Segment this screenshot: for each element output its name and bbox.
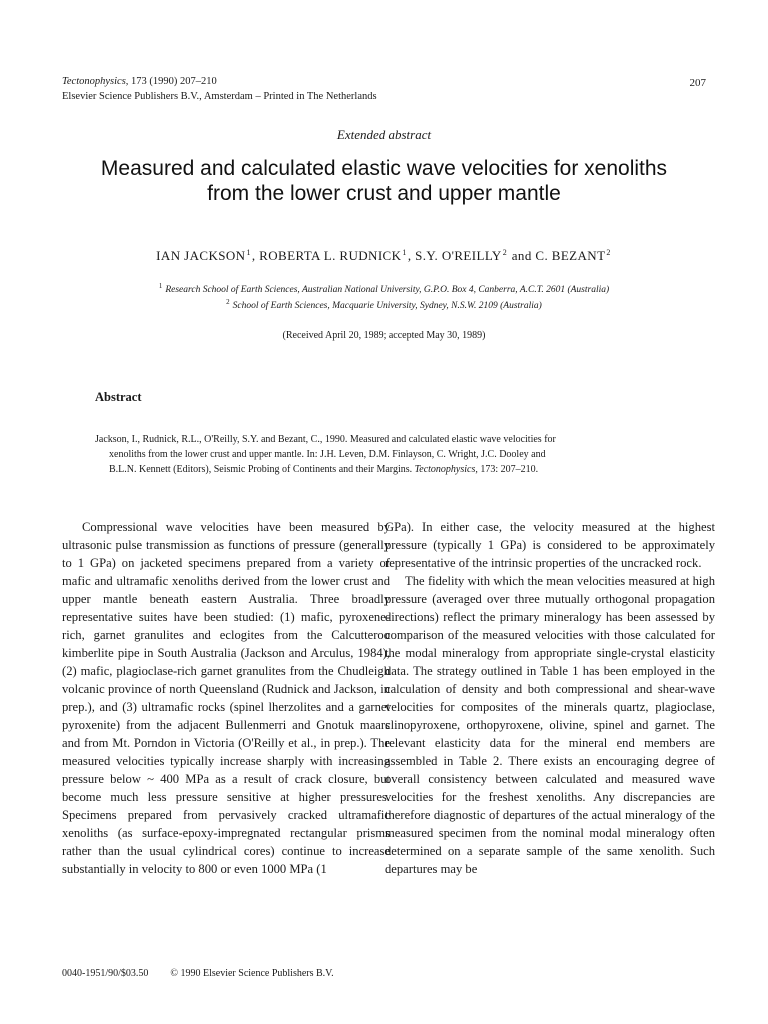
body-paragraph: Compressional wave velocities have been measured by ultrasonic pulse transmission as functions of pressure (generally to 1 GPa) on jacketed specimens prepared from a variety of mafic and ultramafic xenoliths derived from the lower crust and upper mantle beneath eastern Australia. Three broadly representative suites have been studied: (1) mafic, pyroxene-rich, garnet granulites and eclogites from the Calcutteroo kimberlite pipe in South Australia (Jackson and Arculus, 1984), (2) mafic, plagioclase-rich garnet granulites from the Chudleigh volcanic province of north Queensland (Rudnick and Jackson, in prep.), and (3) ultramafic rocks (spinel lherzolites and a garnet pyroxenite) from the adjacent Bullenmerri and Gnotuk maars and from Mt. Porndon in Victoria (O'Reilly et al., in prep.). The measured velocities typically increase sharply with increasing pressure below ~ 400 MPa as a result of crack closure, but become much less pressure sensitive at higher pressures. Specimens prepared from pervasively cracked ultramafic xenoliths (as surface-epoxy-impregnated rectangular prisms rather than the usual cylindrical cores) continue to increase substantially in velocity to 800 or even 1000 MPa (1 — [62, 520, 390, 876]
body-paragraph: GPa). In either case, the velocity measured at the highest pressure (typically 1 GPa) is considered to be approximately representative of the intrinsic properties of the uncracked rock. — [385, 520, 715, 570]
journal-volume: 173 (1990) 207–210 — [131, 76, 217, 87]
affiliation-mark: 2 — [226, 298, 230, 306]
affiliation-text: Research School of Earth Sciences, Australian National University, G.P.O. Box 4, Canberra, A.C.T. 2601 (Australia) — [165, 285, 610, 295]
page-footer — [62, 968, 356, 979]
affiliation-2 — [0, 298, 768, 311]
journal-name: Tectonophysics, — [62, 76, 129, 87]
section-label: Extended abstract — [336, 127, 432, 142]
author-affil-mark: 1 — [246, 248, 251, 257]
copyright-notice: © 1990 Elsevier Science Publishers B.V. — [170, 968, 334, 979]
author-separator: and — [508, 248, 536, 263]
body-paragraph: The fidelity with which the mean velocities measured at high pressure (averaged over three mutually orthogonal propagation directions) reflect the primary mineralogy has been assessed by comparison of the measured velocities with those calculated for the modal mineralogy from appropriate single-crystal elasticity data. The strategy outlined in Table 1 has been employed in the calculation of density and both compressional and shear-wave velocities for composites of the minerals quartz, plagioclase, clinopyroxene, orthopyroxene, olivine, spinel and garnet. The relevant elasticity data for the mineral end members are assembled in Table 2. There exists an encouraging degree of overall consistency between calculated and measured wave velocities for the freshest xenoliths. Any discrepancies are therefore diagnostic of departures of the actual mineralogy of the measured specimen from the nominal modal mineralogy often determined on a separate sample of the same xenolith. Such departures may be — [385, 574, 715, 876]
affiliation-1 — [0, 282, 768, 295]
author-name: S.Y. O'REILLY — [415, 248, 502, 263]
citation-block — [95, 432, 681, 477]
abstract-heading: Abstract — [95, 390, 142, 404]
author-separator: , — [407, 248, 416, 263]
author-name: C. BEZANT — [535, 248, 606, 263]
received-dates: (Received April 20, 1989; accepted May 30, 1989) — [282, 330, 486, 341]
page-number: 207 — [689, 77, 706, 89]
issn-code: 0040-1951/90/$03.50 — [62, 968, 149, 979]
citation-editors: B.L.N. Kennett (Editors), Seismic Probing of Continents and their Margins. — [109, 464, 413, 475]
citation-line-2: xenoliths from the lower crust and upper mantle. In: J.H. Leven, D.M. Finlayson, C. Wright, J.C. Dooley and — [109, 449, 546, 460]
citation-line-1: Jackson, I., Rudnick, R.L., O'Reilly, S.Y. and Bezant, C., 1990. Measured and calculated elastic wave velocities for — [95, 434, 556, 445]
author-affil-mark: 2 — [502, 248, 508, 257]
author-affil-mark: 2 — [606, 248, 611, 257]
author-affil-mark: 1 — [402, 248, 407, 257]
title-line-1: Measured and calculated elastic wave velocities for xenoliths — [100, 157, 668, 180]
citation-line-3 — [95, 462, 681, 477]
affiliation-mark: 1 — [158, 282, 163, 290]
journal-header — [62, 74, 377, 104]
author-name: IAN JACKSON — [156, 248, 246, 263]
citation-journal: Tectonophysics, — [414, 464, 478, 475]
author-list — [0, 248, 768, 264]
affiliation-text: School of Earth Sciences, Macquarie University, Sydney, N.S.W. 2109 (Australia) — [232, 301, 542, 311]
author-separator: , — [251, 248, 260, 263]
article-title — [40, 156, 728, 206]
citation-pages: 173: 207–210. — [480, 464, 539, 475]
body-column-left — [62, 518, 390, 878]
author-name: ROBERTA L. RUDNICK — [259, 248, 402, 263]
publisher-line: Elsevier Science Publishers B.V., Amsterdam – Printed in The Netherlands — [62, 91, 377, 102]
body-column-right — [385, 518, 715, 878]
title-line-2: from the lower crust and upper mantle — [207, 182, 561, 205]
